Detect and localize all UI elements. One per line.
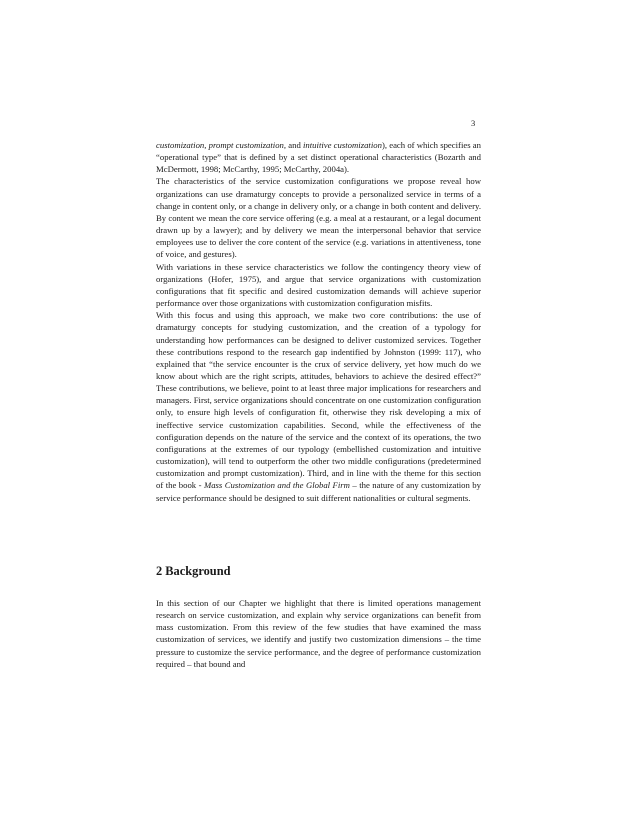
paragraph-configuration-types [156,139,481,175]
text-run: , [204,140,209,150]
italic-term: customization [156,140,205,150]
italic-term: intuitive customization [303,140,382,150]
background-section [156,561,481,670]
text-run: With this focus and using this approach, we make two core contributions: the use of dramaturgy concepts for studying customization, and the creation of a typology for understanding how performances can be designed to deliver customized services. Together these contributions respond to the research gap indentified by Johnston (1999: 117), who explained that “the service encounter is the crux of service delivery, yet how much do we know about which are the right scripts, attitudes, behaviors to achieve the desired effect?” These contributions, we believe, point to at least three major implications for researchers and managers. First, service organizations should concentrate on one customization configuration only, to ensure high levels of configuration fit, otherwise they risk developing a mix of ineffective service customization capabilities. Second, while the effectiveness of the configuration depends on the nature of the service and the context of its operations, the two configurations at the extremes of our typology (embellished customization and intuitive customization), will tend to outperform the other two middle configurations (predetermined customization and prompt customization). Third, and in line with the theme for this section of the book - [156,310,481,491]
book-title: Mass Customization and the Global Firm [203,480,350,491]
page-number: 3 [471,118,476,128]
italic-term: prompt customization [208,140,284,150]
paragraph-contributions [156,309,481,504]
section-heading: 2 Background [156,564,231,578]
text-run: – the nature of any customization by service performance should be designed to suit different nationalities or cultural segments. [156,480,481,503]
paragraph-background: In this section of our Chapter we highlight that there is limited operations management research on service customization, and explain why service organizations can benefit from mass customization. From this review of the few studies that have examined the mass customization of services, we identify and justify two customization dimensions – the time pressure to customize the service performance, and the degree of performance customization required – that bound and [156,598,481,669]
paragraph-contingency: With variations in these service characteristics we follow the contingency theory view of organizations (Hofer, 1975), and argue that service organizations with customization configurations that fit specific and desired customization demands will achieve superior performance over those organizations with customization configuration misfits. [156,261,481,309]
text-run: ), each of which specifies an “operational type” that is defined by a set distinct operational characteristics (Bozarth and McDermott, 1998; McCarthy, 1995; McCarthy, 2004a). [156,140,481,175]
paragraph-characteristics: The characteristics of the service customization configurations we propose reveal how organizations can use dramaturgy concepts to provide a personalized service in terms of a change in content only, or a change in delivery only, or a change in both content and delivery. By content we mean the core service offering (e.g. a meal at a restaurant, or a legal document drawn up by a lawyer); and by delivery we mean the interpersonal behavior that service employees use to deliver the core content of the service (e.g. variations in attentiveness, tone of voice, and gestures). [156,176,481,260]
introduction-body [156,139,481,504]
text-run: , and [283,140,304,150]
